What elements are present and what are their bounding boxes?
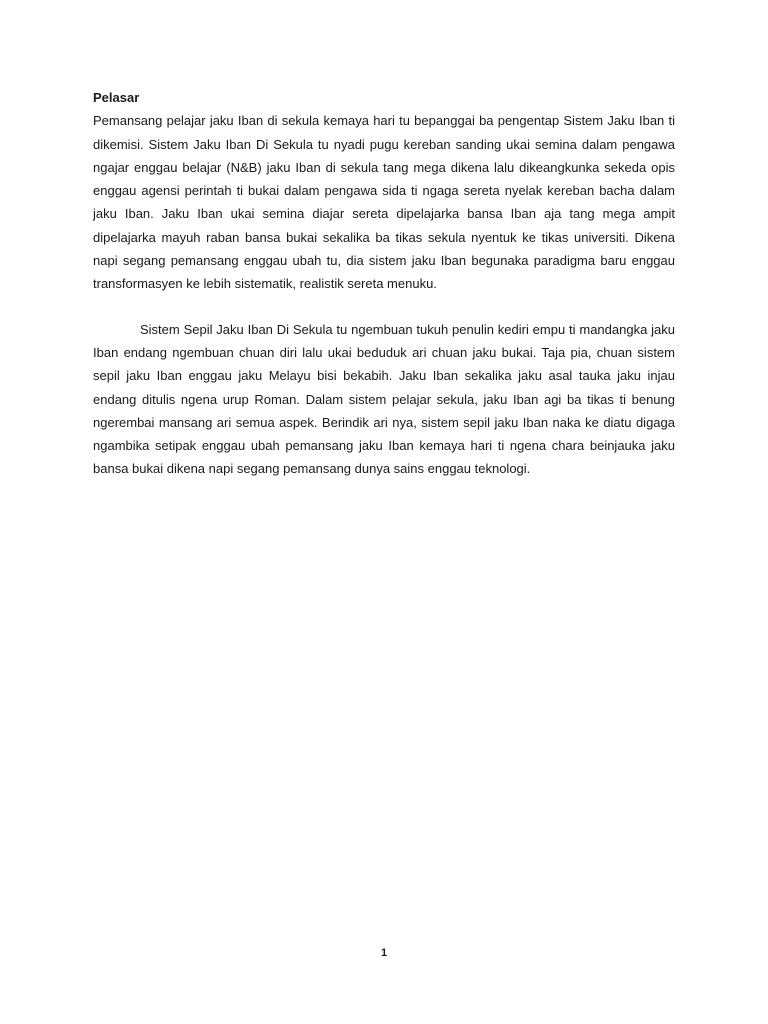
- document-body: [93, 86, 675, 481]
- section-heading: Pelasar: [93, 90, 140, 105]
- page-number: 1: [380, 947, 388, 959]
- paragraph-spelling-system: Sistem Sepil Jaku Iban Di Sekula tu ngembuan tukuh penulin kediri empu ti mandangka jaku Iban endang ngembuan chuan diri lalu ukai beduduk ari chuan jaku bukai. Taja pia, chuan sistem sepil jaku Iban enggau jaku Melayu bisi bekabih. Jaku Iban sekalika jaku asal tauka jaku injau endang ditulis ngena urup Roman. Dalam sistem pelajar sekula, jaku Iban agi ba tikas ti benung ngerembai mansang ari semua aspek. Berindik ari nya, sistem sepil jaku Iban naka ke diatu digaga ngambika setipak enggau ubah pemansang jaku Iban kemaya hari ti ngena chara beinjauka jaku bansa bukai dikena napi segang pemansang dunya sains enggau teknologi.: [93, 321, 675, 477]
- paragraph-intro: Pemansang pelajar jaku Iban di sekula kemaya hari tu bepanggai ba pengentap Sistem Jaku Iban ti dikemisi. Sistem Jaku Iban Di Sekula tu nyadi pugu kereban sanding ukai semina dalam pengawa ngajar enggau belajar (N&B) jaku Iban di sekula tang mega dikena lalu dikeangkunka sekeda opis enggau agensi perintah ti bukai dalam pengawa sida ti ngaga sereta nyelak kereban bacha dalam jaku Iban. Jaku Iban ukai semina diajar sereta dipelajarka bansa Iban aja tang mega ampit dipelajarka mayuh raban bansa bukai sekalika ba tikas sekula nyentuk ke tikas universiti. Dikena napi segang pemansang enggau ubah tu, dia sistem jaku Iban begunaka paradigma baru enggau transformasyen ke lebih sistematik, realistik sereta menuku.: [93, 113, 675, 292]
